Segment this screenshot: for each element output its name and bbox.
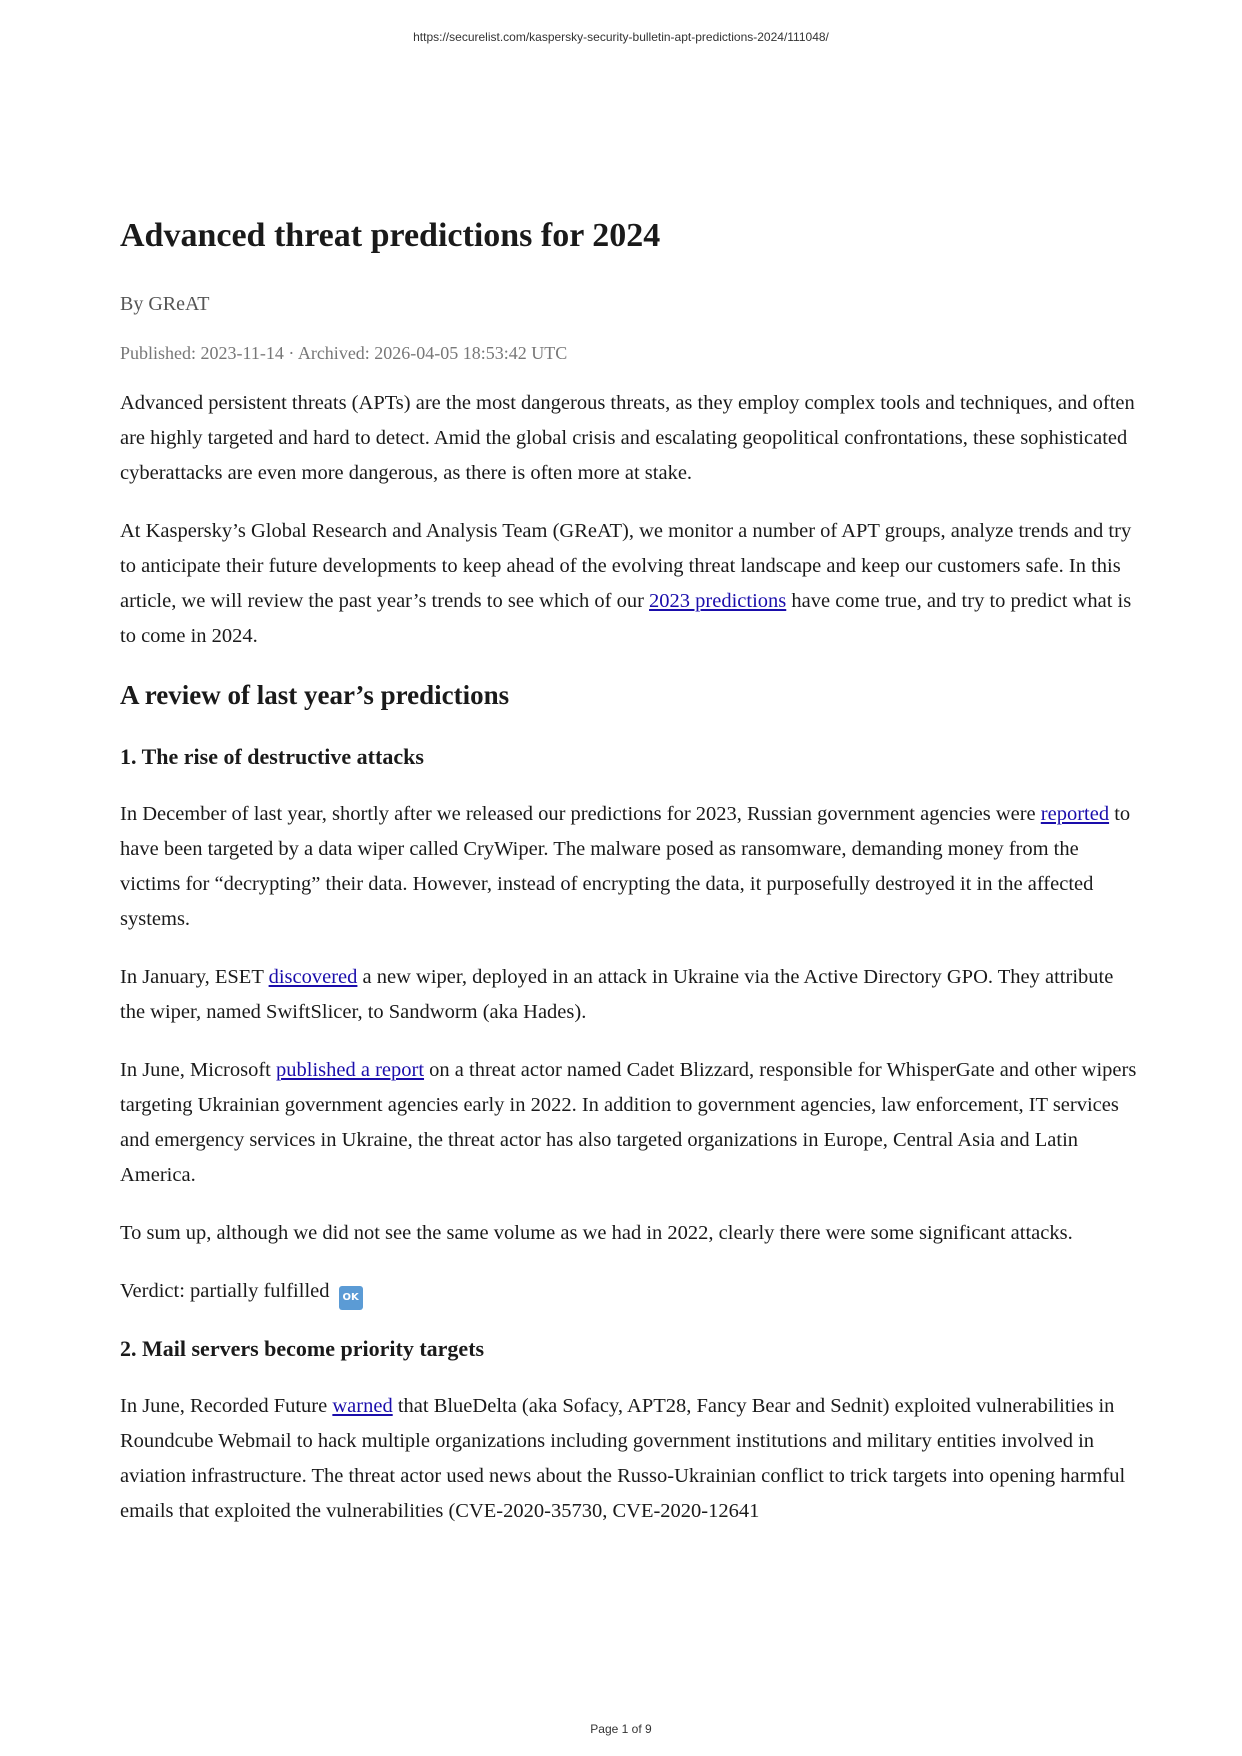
article — [120, 212, 1140, 1552]
section-heading-review: A review of last year’s predictions — [120, 680, 510, 710]
paragraph-crywiper: In December of last year, shortly after we released our predictions for 2023, Russian government agencies were reported to have been targeted by a data wiper called CryWiper. The malware posed as ransomware, demanding money from the victims for “decrypting” their data. However, instead of encrypting the data, it purposefully destroyed it in the affected systems. — [120, 803, 1131, 930]
article-title: Advanced threat predictions for 2024 — [120, 217, 661, 254]
ok-emoji-icon: OK — [339, 1286, 363, 1310]
link-discovered[interactable]: discovered — [268, 966, 358, 988]
subheading-mail-servers: 2. Mail servers become priority targets — [120, 1336, 485, 1361]
link-warned[interactable]: warned — [332, 1395, 393, 1417]
publish-meta: Published: 2023-11-14 · Archived: 2026-04-05 18:53:42 UTC — [120, 343, 568, 363]
byline: By GReAT — [120, 293, 210, 315]
link-published-report[interactable]: published a report — [276, 1059, 425, 1081]
page-number: Page 1 of 9 — [590, 1722, 652, 1736]
paragraph-bluedelta: In June, Recorded Future warned that BlueDelta (aka Sofacy, APT28, Fancy Bear and Sednit) exploited vulnerabilities in Roundcube Webmail to hack multiple organizations including government institutions and military entities involved in aviation infrastructure. The threat actor used news about the Russo-Ukrainian conflict to trick targets into opening harmful emails that exploited the vulnerabilities (CVE-2020-35730, CVE-2020-12641 — [120, 1395, 1126, 1522]
paragraph-sum-up: To sum up, although we did not see the same volume as we had in 2022, clearly there were some significant attacks. — [120, 1222, 1073, 1244]
intro-paragraph-2: At Kaspersky’s Global Research and Analysis Team (GReAT), we monitor a number of APT groups, analyze trends and try to anticipate their future developments to keep ahead of the evolving threat landscape and keep our customers safe. In this article, we will review the past year’s trends to see which of our 2023 predictions have come true, and try to predict what is to come in 2024. — [120, 520, 1132, 647]
paragraph-swiftslicer: In January, ESET discovered a new wiper, deployed in an attack in Ukraine via the Active Directory GPO. They attribute the wiper, named SwiftSlicer, to Sandworm (aka Hades). — [120, 966, 1114, 1023]
paragraph-cadet-blizzard: In June, Microsoft published a report on a threat actor named Cadet Blizzard, responsible for WhisperGate and other wipers targeting Ukrainian government agencies early in 2022. In addition to government agencies, law enforcement, IT services and emergency services in Ukraine, the threat actor has also targeted organizations in Europe, Central Asia and Latin America. — [120, 1059, 1137, 1186]
subheading-destructive-attacks: 1. The rise of destructive attacks — [120, 744, 424, 769]
page-url: https://securelist.com/kaspersky-security-bulletin-apt-predictions-2024/111048/ — [413, 30, 829, 44]
link-2023-predictions[interactable]: 2023 predictions — [649, 590, 787, 612]
link-reported[interactable]: reported — [1040, 803, 1110, 825]
verdict: Verdict: partially fulfilled OK — [120, 1274, 1140, 1310]
intro-paragraph-1: Advanced persistent threats (APTs) are the most dangerous threats, as they employ complex tools and techniques, and often are highly targeted and hard to detect. Amid the global crisis and escalating geopolitical confrontations, these sophisticated cyberattacks are even more dangerous, as there is often more at stake. — [120, 392, 1135, 484]
